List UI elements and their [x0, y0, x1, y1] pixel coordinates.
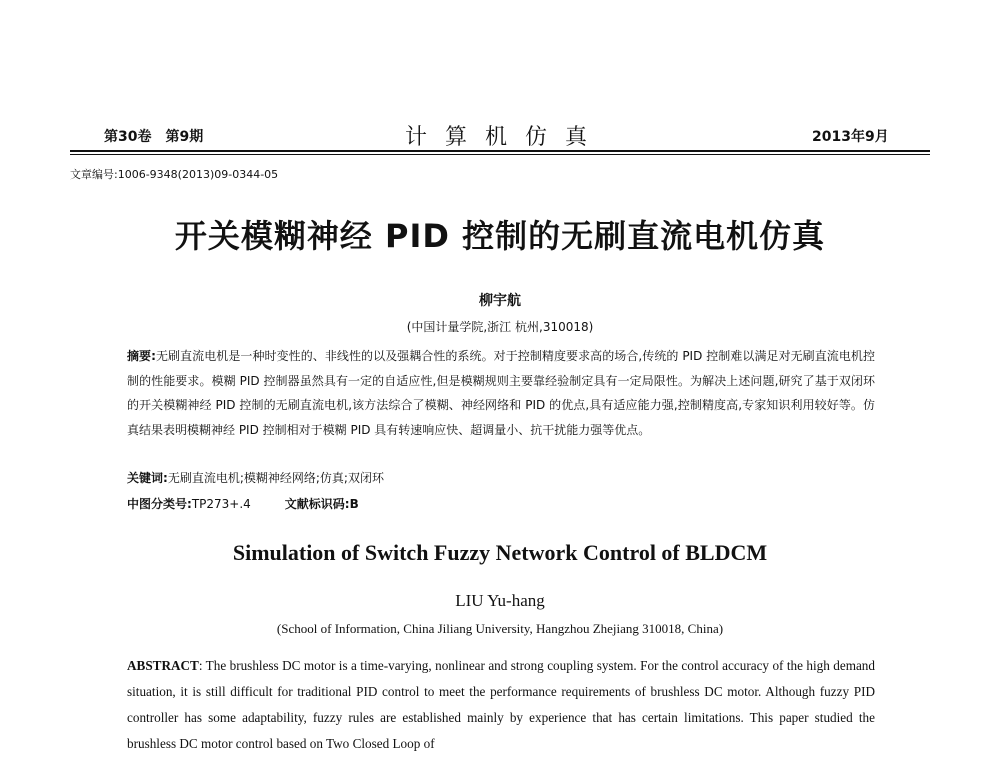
abstract-cn-text: 无刷直流电机是一种时变性的、非线性的以及强耦合性的系统。对于控制精度要求高的场合,传统的 PID 控制难以满足对无刷直流电机控制的性能要求。模糊 PID 控制器虽然具有一定的自适应性,但是模糊规则主要靠经验制定具有一定局限性。为解决上述问题,研究了基于双闭环的开关模糊神经 PID 控制的无刷直流电机,该方法综合了模糊、神经网络和 PID 的优点,具有适应能力强,控制精度高,专家知识利用较好等。仿真结果表明模糊神经 PID 控制相对于模糊 PID 具有转速响应快、超调量小、抗干扰能力强等优点。 — [127, 349, 875, 437]
clc-value: TP273+.4 — [191, 497, 251, 511]
keywords-cn-text: 无刷直流电机;模糊神经网络;仿真;双闭环 — [167, 471, 384, 485]
journal-date: 2013年9月 — [812, 129, 889, 145]
keywords-cn — [127, 469, 384, 486]
paper-title-cn: 开关模糊神经 PID 控制的无刷直流电机仿真 — [174, 217, 826, 255]
doc-code-value: B — [349, 497, 359, 511]
abstract-en-label: ABSTRACT — [127, 658, 199, 673]
affiliation-cn: (中国计量学院,浙江 杭州,310018) — [406, 320, 594, 334]
header-rule-thin — [70, 154, 930, 155]
article-number: 文章编号:1006-9348(2013)09-0344-05 — [70, 168, 279, 181]
classification-line — [127, 495, 359, 512]
keywords-cn-label: 关键词: — [127, 471, 168, 485]
clc-label: 中图分类号: — [127, 497, 192, 511]
doc-code-label: 文献标识码: — [284, 497, 350, 511]
affiliation-en: (School of Information, China Jiliang University, Hangzhou Zhejiang 310018, China) — [276, 621, 724, 636]
paper-title-en: Simulation of Switch Fuzzy Network Control of BLDCM — [232, 540, 768, 565]
author-cn: 柳宇航 — [479, 293, 521, 309]
abstract-en-text: : The brushless DC motor is a time-varying, nonlinear and strong coupling system. For the control accuracy of the high demand situation, it is still difficult for traditional PID control to meet the performance requirements of brushless DC motor. Although fuzzy PID controller has some adaptability, fuzzy rules are established mainly by experience that has certain limitations. This paper studied the brushless DC motor control based on Two Closed Loop of — [127, 658, 875, 751]
journal-volume-issue: 第30卷 第9期 — [104, 129, 204, 145]
author-en: LIU Yu-hang — [455, 591, 545, 610]
abstract-cn — [127, 344, 875, 442]
abstract-cn-label: 摘要: — [127, 349, 156, 363]
header-rule-thick — [70, 150, 930, 152]
abstract-en — [127, 653, 875, 757]
journal-name: 计算机仿真 — [405, 125, 606, 150]
